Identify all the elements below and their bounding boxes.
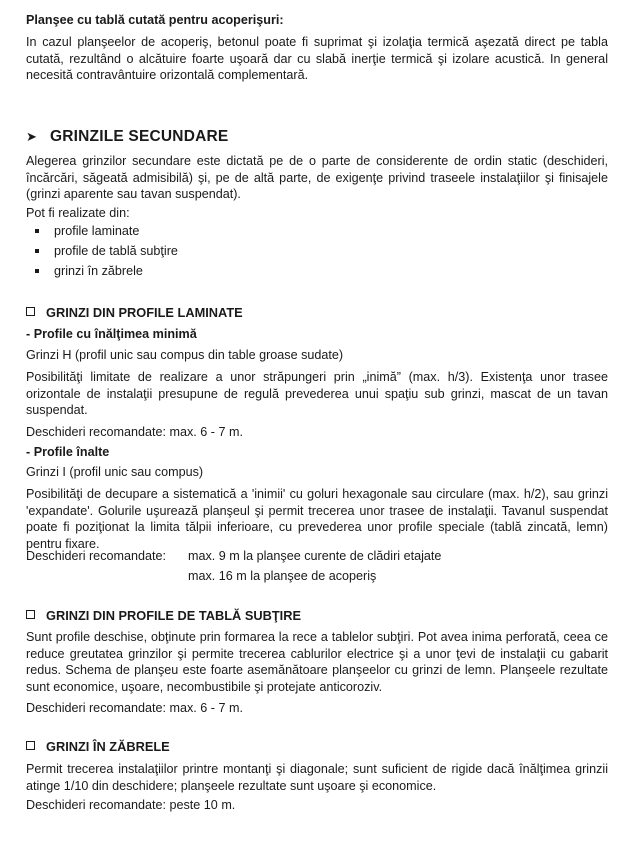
section-heading-text: GRINZILE SECUNDARE (50, 128, 229, 145)
bullet-icon (35, 249, 39, 253)
laminate-span-row (26, 548, 608, 565)
bullet-icon (35, 269, 39, 273)
list-item: profile de tablă subţire (26, 241, 608, 261)
thin-paragraph: Sunt profile deschise, obţinute prin formarea la rece a tablelor subţiri. Pot avea inima perforată, ceea ce reduce greutatea grinzilor şi permite trecerea cablurilor electrice şi a unor ţevi de instalaţii cu gabarit redus. Schema de planşeu este foarte asemănătoare planşeelor cu grinzi de lemn. Planşeele rezultate sunt economice, uşoare, necombustibile şi protejate anticoroziv. (26, 630, 608, 694)
laminate-high-line: Grinzi I (profil unic sau compus) (26, 465, 204, 479)
list-item: grinzi în zăbrele (26, 261, 608, 281)
secondary-paragraph: Alegerea grinzilor secundare este dictată pe de o parte de considerente de ordin static (deschideri, încărcări, săgeată admisibilă) şi, pe de altă parte, de exigenţe privind traseele instalaţiilor şi finisajele (grinzi aparente sau tavan suspendat). (26, 154, 608, 201)
secondary-lead: Pot fi realizate din: (26, 206, 130, 220)
span-value-1: max. 9 m la planşee curente de clădiri etajate (188, 549, 442, 563)
intro-paragraph: In cazul planşeelor de acoperiş, betonul poate fi suprimat şi izolaţia termică aşezată direct pe tabla cutată, rezultând o alcătuire foarte uşoară dar cu slabă inerţie termică şi izolare acustică. In general necesită contravântuire orizontală complementară. (26, 35, 608, 82)
list-item: profile laminate (26, 221, 608, 241)
bullet-icon (35, 229, 39, 233)
secondary-list (26, 221, 608, 281)
laminate-high-paragraph: Posibilităţi de decupare a sistematică a 'inimii' cu goluri hexagonale sau circulare (max. h/2), sau grinzi 'expandate'. Golurile uşurează planşeul şi permit trecerea unor trasee de instalaţii. Tavanul suspendat poate fi poziţionat la limita tălpii inferioare, cu prevederea unor profile speciale (tablă zincată, lemn) pentru fixare. (26, 487, 608, 551)
checkbox-square-icon (26, 741, 35, 750)
span-value-2: max. 16 m la planşee de acoperiş (188, 569, 377, 583)
laminate-min-paragraph: Posibilităţi limitate de realizare a unor străpungeri prin „inimă” (max. h/3). Existenţa unor trasee orizontale de instalaţii presupune de regulă prevederea unui spaţiu sub grinzi, mascat de un tavan suspendat. (26, 370, 608, 417)
section-heading-secondary (26, 129, 608, 146)
intro-title: Planşee cu tablă cutată pentru acoperişuri: (26, 13, 284, 27)
span-label: Deschideri recomandate: (26, 549, 167, 563)
laminate-min-span: Deschideri recomandate: max. 6 - 7 m. (26, 425, 243, 439)
truss-span: Deschideri recomandate: peste 10 m. (26, 798, 236, 812)
laminate-min-line: Grinzi H (profil unic sau compus din table groase sudate) (26, 348, 344, 362)
section-heading-thin: GRINZI DIN PROFILE DE TABLĂ SUBŢIRE (26, 608, 608, 625)
checkbox-square-icon (26, 610, 35, 619)
laminate-high-title: - Profile înalte (26, 445, 110, 459)
laminate-min-title: - Profile cu înălţimea minimă (26, 327, 197, 341)
thin-span: Deschideri recomandate: max. 6 - 7 m. (26, 701, 243, 715)
section-heading-truss: GRINZI ÎN ZĂBRELE (26, 739, 608, 756)
checkbox-square-icon (26, 307, 35, 316)
section-heading-laminate: GRINZI DIN PROFILE LAMINATE (26, 305, 608, 322)
truss-paragraph: Permit trecerea instalaţiilor printre montanţi şi diagonale; sunt suficient de rigide dacă înălţimea grinzii atinge 1/10 din deschidere; planşeele rezultate sunt uşoare şi economice. (26, 762, 608, 793)
arrow-bullet-icon: ➤ (26, 129, 38, 144)
